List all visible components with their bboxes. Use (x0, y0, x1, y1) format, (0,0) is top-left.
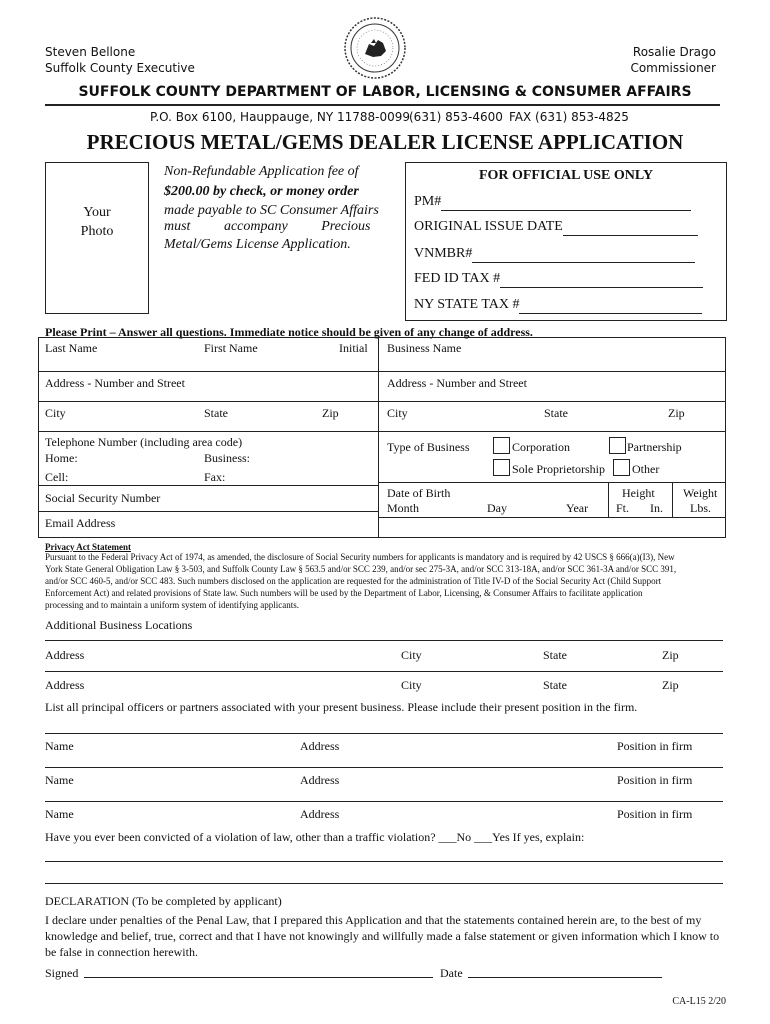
dob-day-label: Day (487, 501, 507, 515)
privacy-line2: York State General Obligation Law § 3-503, and Suffolk County Law § 563.5 and/or SCC 239, and/or sec 275-3A, and/or SCC 313-18A, and/or SCC 361-3A and/or SCC 391, (45, 564, 677, 574)
business-zip-label: Zip (668, 406, 685, 420)
fee-line5: Metal/Gems License Application. (164, 237, 351, 252)
original-issue-date-field[interactable] (563, 219, 698, 236)
sole-proprietorship-checkbox[interactable] (493, 459, 510, 476)
business-name-label: Business Name (387, 341, 462, 355)
fax-label: Fax: (204, 470, 226, 484)
location-1-state-label: State (543, 648, 567, 662)
fee-line4: must accompany Precious (164, 219, 371, 234)
executive-title: Suffolk County Executive (45, 61, 195, 75)
vnmbr-field[interactable] (472, 246, 695, 263)
fed-id-tax-field[interactable] (500, 271, 703, 288)
weight-label: Weight (683, 486, 718, 500)
officer-3-address-label: Address (300, 807, 340, 821)
conviction-explain-line-2[interactable] (45, 883, 723, 884)
officer-2-address-label: Address (300, 773, 340, 787)
business-address-label: Address - Number and Street (387, 376, 527, 390)
officers-heading: List all principal officers or partners associated with your present business. Please include their present position in the firm. (45, 700, 638, 714)
department-address: P.O. Box 6100, Hauppauge, NY 11788-0099 (150, 110, 411, 124)
corporation-label: Corporation (512, 440, 570, 454)
sole-proprietorship-label: Sole Proprietorship (512, 462, 605, 476)
other-checkbox[interactable] (613, 459, 630, 476)
officer-1-position-label: Position in firm (617, 739, 693, 753)
location-1-address-label: Address (45, 648, 85, 662)
form-title: PRECIOUS METAL/GEMS DEALER LICENSE APPLICATION (86, 130, 684, 154)
pm-number-label: PM# (414, 194, 691, 211)
location-1-line[interactable] (45, 640, 723, 641)
email-label: Email Address (45, 516, 116, 530)
officer-2-position-label: Position in firm (617, 773, 693, 787)
home-zip-label: Zip (322, 406, 339, 420)
print-instructions: Please Print – Answer all questions. Immediate notice should be given of any change of address. (45, 325, 533, 339)
officer-3-line[interactable] (45, 801, 723, 802)
location-1-zip-label: Zip (662, 648, 679, 662)
header-divider (45, 104, 720, 106)
privacy-line5: processing and to maintain a uniform system of identifying applicants. (45, 600, 299, 610)
date-label: Date (440, 966, 463, 980)
official-use-title: FOR OFFICIAL USE ONLY (478, 168, 654, 183)
privacy-line3: and/or SCC 460-5, and/or SCC 483. Such numbers disclosed on the application are requested for the administration of Title IV-D of the Social Security Act (Child Support (45, 576, 662, 586)
officer-1-line[interactable] (45, 733, 723, 734)
privacy-line4: Enforcement Act) and related provisions of State law. Such numbers will be used by the Department of Labor, Licensing, & Consumer Affairs to facilitate application (45, 588, 643, 598)
business-phone-label: Business: (204, 451, 251, 465)
weight-lbs-label: Lbs. (690, 501, 711, 515)
ssn-label: Social Security Number (45, 491, 161, 505)
pm-number-field[interactable] (441, 194, 691, 211)
location-2-state-label: State (543, 678, 567, 692)
height-in-label: In. (650, 501, 663, 515)
initial-label: Initial (339, 341, 368, 355)
photo-label-line2: Photo (80, 224, 114, 239)
declaration-heading: DECLARATION (To be completed by applicant) (45, 894, 282, 908)
officer-2-line[interactable] (45, 767, 723, 768)
privacy-heading: Privacy Act Statement (45, 542, 131, 552)
ny-state-tax-field[interactable] (519, 297, 702, 314)
signature-field[interactable] (84, 964, 433, 978)
additional-locations-heading: Additional Business Locations (45, 618, 193, 632)
dob-year-label: Year (566, 501, 589, 515)
partnership-checkbox[interactable] (609, 437, 626, 454)
location-1-city-label: City (401, 648, 422, 662)
fee-line3: made payable to SC Consumer Affairs (164, 203, 379, 218)
form-code: CA-L15 2/20 (672, 996, 726, 1007)
privacy-line1: Pursuant to the Federal Privacy Act of 1974, as amended, the disclosure of Social Security numbers for applicants is mandatory and is required by 42 USCS § 666(a)(I3), New (45, 552, 675, 562)
date-field[interactable] (468, 964, 662, 978)
declaration-line2: knowledge and belief, true, correct and that I have not knowingly and willfully made a false statement or given information which I know to (45, 929, 720, 943)
declaration-line3: be false in connection herewith. (45, 945, 198, 959)
officer-3-position-label: Position in firm (617, 807, 693, 821)
department-phone: (631) 853-4600 (409, 110, 503, 124)
type-of-business-label: Type of Business (387, 440, 470, 454)
location-2-address-label: Address (45, 678, 85, 692)
corporation-checkbox[interactable] (493, 437, 510, 454)
cell-phone-label: Cell: (45, 470, 69, 484)
officer-1-address-label: Address (300, 739, 340, 753)
business-state-label: State (544, 406, 568, 420)
home-address-label: Address - Number and Street (45, 376, 185, 390)
home-city-label: City (45, 406, 66, 420)
first-name-label: First Name (204, 341, 258, 355)
department-name: SUFFOLK COUNTY DEPARTMENT OF LABOR, LICENSING & CONSUMER AFFAIRS (78, 84, 692, 100)
signed-label: Signed (45, 966, 79, 980)
officer-1-name-label: Name (45, 739, 74, 753)
height-label: Height (622, 486, 655, 500)
original-issue-date-label: ORIGINAL ISSUE DATE (414, 219, 698, 236)
home-phone-label: Home: (45, 451, 78, 465)
home-state-label: State (204, 406, 228, 420)
officer-2-name-label: Name (45, 773, 74, 787)
last-name-label: Last Name (45, 341, 98, 355)
vnmbr-label: VNMBR# (414, 246, 695, 263)
dob-month-label: Month (387, 501, 420, 515)
executive-name: Steven Bellone (45, 45, 136, 59)
officer-3-name-label: Name (45, 807, 74, 821)
ny-state-tax-label: NY STATE TAX # (414, 297, 702, 314)
dob-label: Date of Birth (387, 486, 451, 500)
commissioner-title: Commissioner (630, 61, 716, 75)
department-fax: FAX (631) 853-4825 (509, 110, 629, 124)
business-city-label: City (387, 406, 408, 420)
telephone-label: Telephone Number (including area code) (45, 435, 243, 449)
photo-label-line1: Your (83, 205, 111, 220)
height-ft-label: Ft. (616, 501, 630, 515)
location-2-city-label: City (401, 678, 422, 692)
commissioner-name: Rosalie Drago (632, 45, 716, 59)
declaration-line1: I declare under penalties of the Penal Law, that I prepared this Application and that the statements contained herein are, to the best of my (45, 913, 702, 927)
location-2-line[interactable] (45, 671, 723, 672)
conviction-explain-line-1[interactable] (45, 861, 723, 862)
fee-line1: Non-Refundable Application fee of (164, 164, 359, 179)
county-seal-icon (343, 16, 407, 80)
partnership-label: Partnership (627, 440, 682, 454)
fee-line2: $200.00 by check, or money order (164, 184, 359, 199)
fed-id-tax-label: FED ID TAX # (414, 271, 703, 288)
conviction-question: Have you ever been convicted of a violation of law, other than a traffic violation? ___No ___Yes If yes, explain: (45, 830, 585, 844)
other-label: Other (632, 462, 660, 476)
location-2-zip-label: Zip (662, 678, 679, 692)
